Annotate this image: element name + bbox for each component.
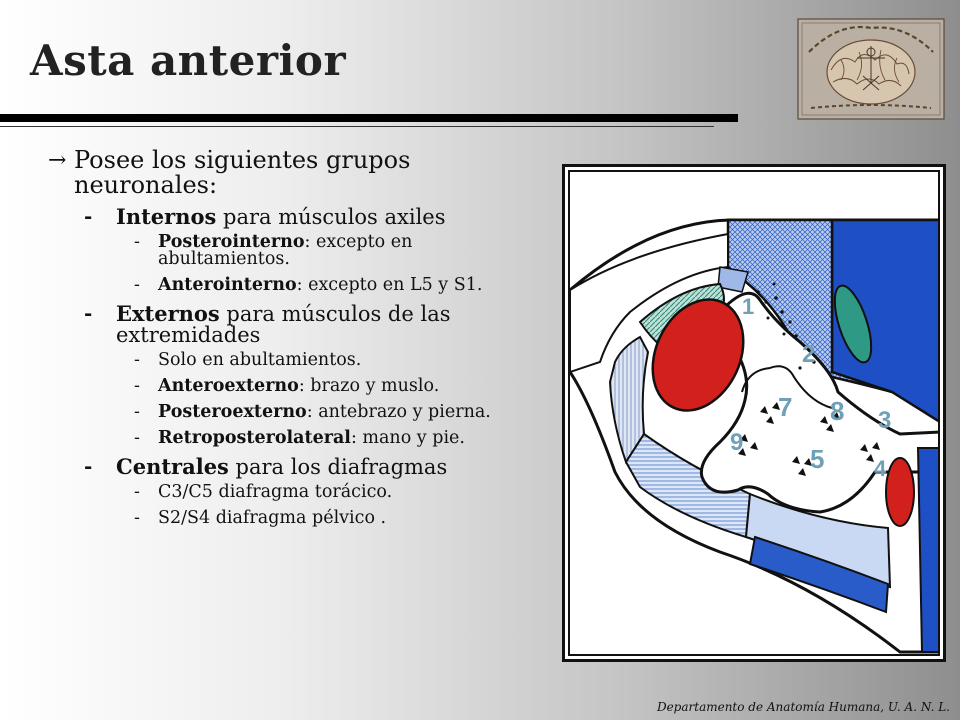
group-label-9: 9 — [730, 429, 744, 456]
group-bullet-internos — [48, 206, 538, 228]
right-arrow-icon: → — [48, 148, 67, 173]
sub-bullet — [48, 234, 538, 268]
sub-text: Solo en abultamientos. — [158, 350, 362, 370]
sub-text: : mano y pie. — [350, 428, 465, 448]
footer-credit: Departamento de Anatomía Humana, U. A. N. L. — [656, 700, 950, 714]
sub-bullet — [48, 378, 538, 395]
sub-text: C3/C5 diafragma torácico. — [158, 482, 393, 502]
group-bullet-externos — [48, 303, 538, 346]
sub-bullet — [48, 430, 538, 447]
intro-text: Posee los siguientes grupos neuronales: — [74, 146, 411, 199]
bullet-list — [48, 148, 538, 536]
sub-bullet — [48, 404, 538, 421]
group-bullet-centrales — [48, 456, 538, 478]
sub-title: Posteroexterno — [158, 402, 307, 422]
diagram-frame — [568, 170, 940, 656]
group-label-2: 2 — [802, 341, 816, 368]
dash-icon: - — [134, 275, 140, 295]
title-underline-thick — [0, 114, 738, 122]
dash-icon: - — [84, 301, 93, 325]
sub-text: : brazo y muslo. — [298, 376, 440, 396]
sub-bullet — [48, 484, 538, 501]
group-text: para músculos axiles — [216, 205, 446, 229]
dash-icon: - — [134, 508, 140, 528]
dash-icon: - — [134, 350, 140, 370]
group-text: para los diafragmas — [228, 455, 448, 479]
group-label-8: 8 — [830, 396, 845, 426]
department-logo — [797, 18, 945, 120]
group-label-5: 5 — [810, 444, 825, 474]
sub-title: Posterointerno — [158, 232, 305, 252]
title-underline-thin — [0, 126, 714, 127]
spinal-cord-diagram — [562, 164, 946, 662]
group-title: Centrales — [116, 454, 229, 479]
intro-bullet — [48, 148, 538, 198]
sub-text: : antebrazo y pierna. — [306, 402, 491, 422]
sub-bullet — [48, 277, 538, 294]
dash-icon: - — [84, 454, 93, 478]
dash-icon: - — [134, 402, 140, 422]
slide-title: Asta anterior — [30, 36, 347, 85]
dash-icon: - — [134, 232, 140, 252]
group-label-7: 7 — [778, 392, 793, 422]
group-text: para músculos de las extremidades — [116, 302, 451, 347]
sub-text: S2/S4 diafragma pélvico . — [158, 508, 387, 528]
sub-bullet — [48, 352, 538, 369]
dash-icon: - — [84, 204, 93, 228]
red-nucleus-small — [886, 458, 914, 526]
sub-bullet — [48, 510, 538, 527]
sub-title: Anterointerno — [158, 275, 297, 295]
sub-title: Retroposterolateral — [158, 428, 351, 448]
dash-icon: - — [134, 428, 140, 448]
group-title: Internos — [116, 204, 217, 229]
sub-text: : excepto en abultamientos. — [158, 232, 413, 269]
group-label-3: 3 — [878, 407, 892, 434]
dash-icon: - — [134, 376, 140, 396]
sub-text: : excepto en L5 y S1. — [296, 275, 483, 295]
dash-icon: - — [134, 482, 140, 502]
anterior-horn-illustration — [570, 172, 940, 656]
group-title: Externos — [116, 301, 220, 326]
sub-title: Anteroexterno — [158, 376, 299, 396]
group-label-1: 1 — [742, 294, 755, 319]
group-label-4: 4 — [874, 456, 887, 481]
